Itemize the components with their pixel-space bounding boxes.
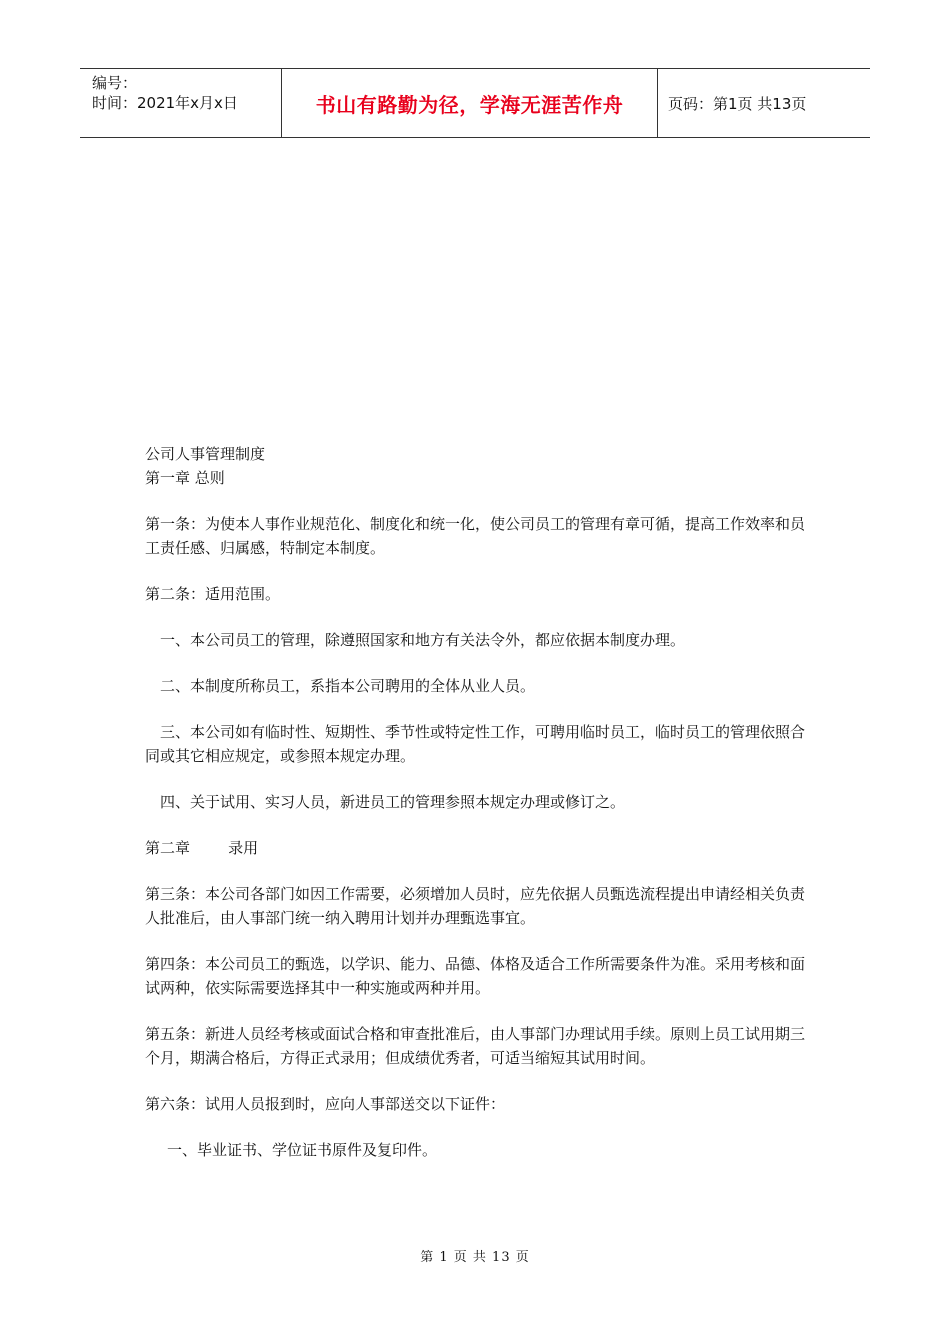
header-page-info-cell [658,69,870,137]
article-paragraph: 第一条：为使本人事作业规范化、制度化和统一化，使公司员工的管理有章可循，提高工作效率和员工责任感、归属感，特制定本制度。 [145,515,806,557]
article-paragraph: 第二条：适用范围。 [145,585,281,603]
article-paragraph: 第四条：本公司员工的甄选，以学识、能力、品德、体格及适合工作所需要条件为准。采用考核和面试两种，依实际需要选择其中一种实施或两种并用。 [145,955,806,997]
header-motto-cell [282,69,658,137]
clause-paragraph: 二、本制度所称员工，系指本公司聘用的全体从业人员。 [160,677,536,695]
page-footer: 第 1 页 共 13 页 [420,1250,530,1265]
clause-paragraph: 一、毕业证书、学位证书原件及复印件。 [167,1141,438,1159]
header-motto: 书山有路勤为径，学海无涯苦作舟 [315,92,624,117]
clause-paragraph: 一、本公司员工的管理，除遵照国家和地方有关法令外，都应依据本制度办理。 [160,631,686,649]
document-body [145,442,810,1162]
clause-paragraph: 四、关于试用、实习人员，新进员工的管理参照本规定办理或修订之。 [160,793,626,811]
header-meta [80,69,282,137]
document-title: 公司人事管理制度 [145,445,266,463]
clause-paragraph: 三、本公司如有临时性、短期性、季节性或特定性工作，可聘用临时员工，临时员工的管理依照合同或其它相应规定，或参照本规定办理。 [145,723,806,765]
article-paragraph: 第六条：试用人员报到时，应向人事部送交以下证件： [145,1095,506,1113]
article-paragraph: 第三条：本公司各部门如因工作需要，必须增加人员时，应先依据人员甄选流程提出申请经相关负责人批准后，由人事部门统一纳入聘用计划并办理甄选事宜。 [145,885,806,927]
document-time-label: 时间：2021年x月x日 [92,94,238,112]
article-paragraph: 第五条：新进人员经考核或面试合格和审查批准后，由人事部门办理试用手续。原则上员工试用期三个月，期满合格后，方得正式录用；但成绩优秀者，可适当缩短其试用时间。 [145,1025,806,1067]
chapter-heading: 第一章 总则 [145,469,225,487]
document-number-label: 编号： [92,74,138,92]
chapter-heading: 第二章 录用 [145,839,259,857]
page-header [80,68,870,138]
header-page-info: 页码：第1页 共13页 [668,94,807,113]
